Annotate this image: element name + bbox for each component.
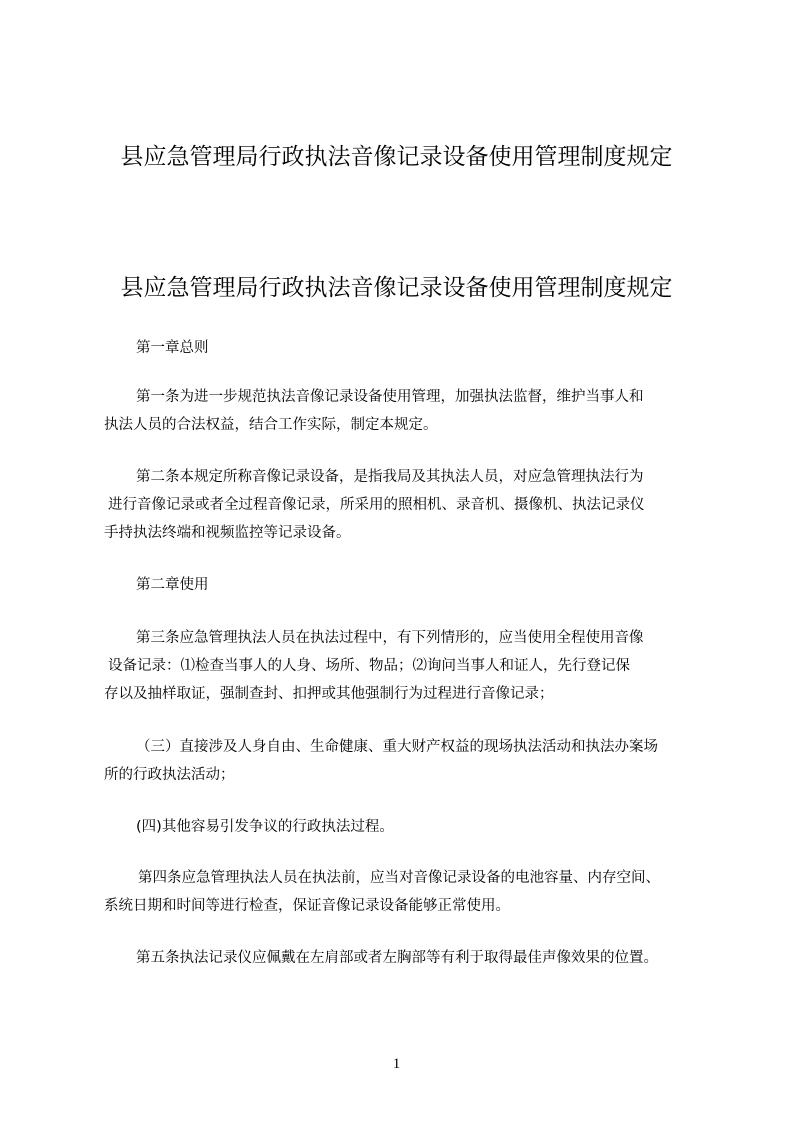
- article-2: [104, 463, 704, 547]
- page-number: 1: [392, 1056, 401, 1072]
- article-1: [104, 383, 704, 439]
- item-line: （三）直接涉及人身自由、生命健康、重大财产权益的现场执法活动和执法办案场: [136, 739, 658, 755]
- item-3: [104, 733, 704, 789]
- article-line: 第一条为进一步规范执法音像记录设备使用管理，加强执法监督，维护当事人和: [136, 389, 644, 405]
- article-line: 系统日期和时间等进行检查，保证音像记录设备能够正常使用。: [104, 898, 510, 914]
- chapter-heading-text: 第二章使用: [136, 577, 209, 593]
- item-line: 所的行政执法活动；: [104, 767, 235, 783]
- article-line: 设备记录：⑴检查当事人的人身、场所、物品；⑵询问当事人和证人，先行登记保: [108, 658, 630, 674]
- article-4: [104, 864, 704, 920]
- chapter-heading-2: [104, 571, 704, 599]
- article-5: [104, 944, 704, 972]
- item-4: [104, 813, 704, 841]
- article-line: 执法人员的合法权益，结合工作实际，制定本规定。: [104, 417, 438, 433]
- article-line: 进行音像记录或者全过程音像记录，所采用的照相机、录音机、摄像机、执法记录仪: [108, 497, 645, 513]
- item-line: (四)其他容易引发争议的行政执法过程。: [136, 819, 394, 835]
- article-line: 第三条应急管理执法人员在执法过程中，有下列情形的，应当使用全程使用音像: [136, 630, 644, 646]
- document-title: 县应急管理局行政执法音像记录设备使用管理制度规定: [120, 275, 673, 301]
- chapter-heading-1: [104, 334, 704, 362]
- document-title-header: 县应急管理局行政执法音像记录设备使用管理制度规定: [120, 144, 673, 170]
- article-3: [104, 624, 704, 708]
- article-line: 手持执法终端和视频监控等记录设备。: [104, 525, 351, 541]
- article-line: 第五条执法记录仪应佩戴在左肩部或者左胸部等有利于取得最佳声像效果的位置。: [136, 950, 658, 966]
- chapter-heading-text: 第一章总则: [136, 340, 209, 356]
- article-line: 第四条应急管理执法人员在执法前，应当对音像记录设备的电池容量、内存空间、: [138, 870, 660, 886]
- article-line: 存以及抽样取证，强制查封、扣押或其他强制行为过程进行音像记录；: [104, 686, 554, 702]
- article-line: 第二条本规定所称音像记录设备，是指我局及其执法人员，对应急管理执法行为: [136, 469, 644, 485]
